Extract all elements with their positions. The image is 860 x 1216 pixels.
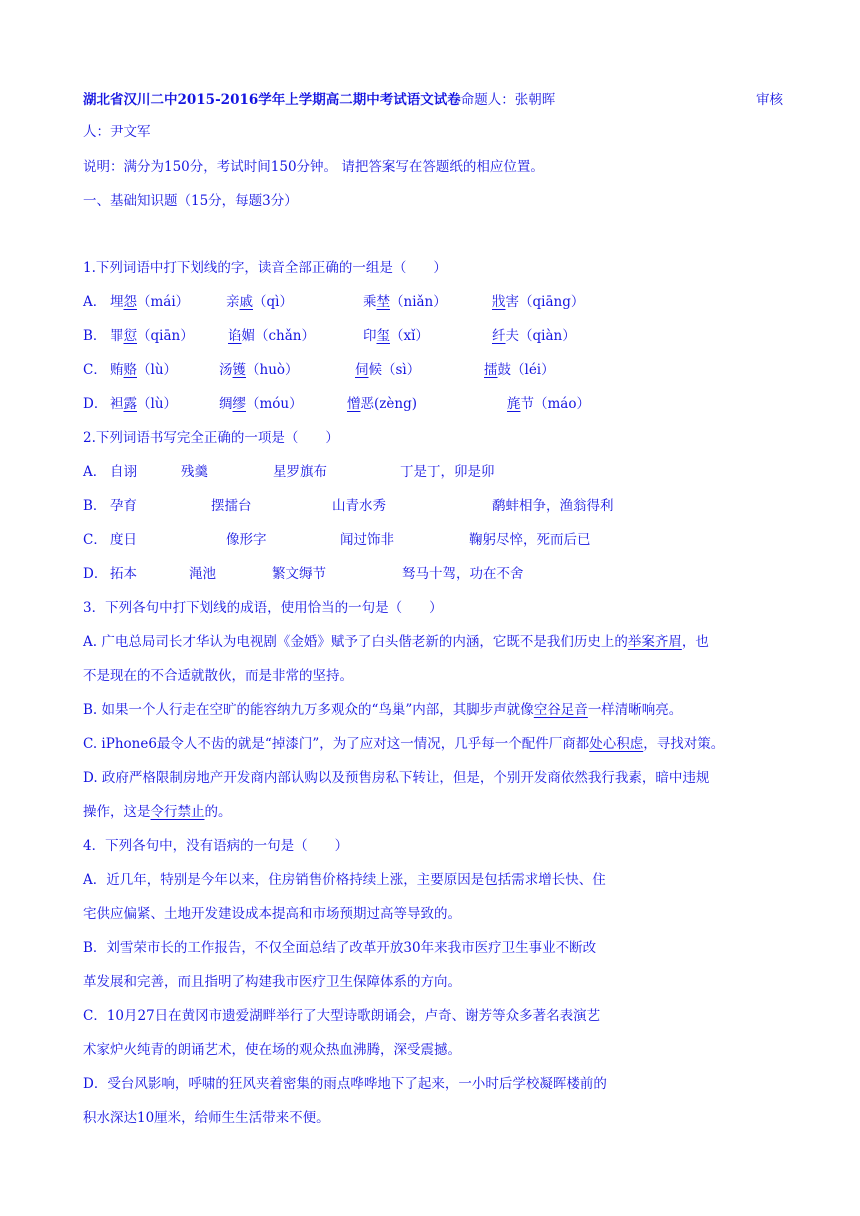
question-4-option-c-line2: 术家炉火纯青的朗诵艺术，使在场的观众热血沸腾，深受震撼。 [83,1042,461,1058]
question-4-option-a-line2: 宅供应偏紧、土地开发建设成本提高和市场预期过高等导致的。 [83,906,461,922]
exam-title: 湖北省汉川二中2015-2016学年上学期高二期中考试语文试卷 [83,92,461,108]
exam-reviewer-label: 审核 [756,92,783,108]
question-3-option-a-line1: A. 广电总局司长才华认为电视剧《金婚》赋予了白头偕老新的内涵，它既不是我们历史上的举案齐眉，也 [83,634,709,650]
question-3-option-a-line2: 不是现在的不合适就散伙，而是非常的坚持。 [83,668,353,684]
question-3-option-d-line1: D. 政府严格限制房地产开发商内部认购以及预售房私下转让，但是，个别开发商依然我行我素，暗中违规 [83,770,710,786]
question-3-option-b: B. 如果一个人行走在空旷的能容纳九万多观众的“鸟巢”内部，其脚步声就像空谷足音一样清晰响亮。 [83,702,683,718]
question-4-stem: 4．下列各句中，没有语病的一句是（ ） [83,838,349,854]
question-3-stem: 3．下列各句中打下划线的成语，使用恰当的一句是（ ） [83,600,443,616]
exam-author: 命题人：张朝晖 [460,92,556,108]
question-3-option-d-line2: 操作，这是令行禁止的。 [83,804,232,820]
exam-header [83,90,555,110]
question-4-option-b-line2: 革发展和完善，而且指明了构建我市医疗卫生保障体系的方向。 [83,974,461,990]
exam-reviewer-name: 人：尹文军 [83,124,151,140]
question-1-stem: 1.下列词语中打下划线的字，读音全部正确的一组是（ ） [83,260,447,276]
question-4-option-a-line1: A．近几年，特别是今年以来，住房销售价格持续上涨，主要原因是包括需求增长快、住 [83,872,606,888]
section-heading: 一、基础知识题（15分，每题3分） [83,193,298,209]
question-4-option-c-line1: C．10月27日在黄冈市遗爱湖畔举行了大型诗歌朗诵会，卢奇、谢芳等众多著名表演艺 [83,1008,601,1024]
question-3-option-c: C. iPhone6最令人不齿的就是“掉漆门”，为了应对这一情况，几乎每一个配件厂商都处心积虑，寻找对策。 [83,736,725,752]
question-2-stem: 2.下列词语书写完全正确的一项是（ ） [83,430,339,446]
exam-instructions: 说明：满分为150分，考试时间150分钟。 请把答案写在答题纸的相应位置。 [83,159,544,175]
question-4-option-d-line1: D．受台风影响，呼啸的狂风夹着密集的雨点哗哗地下了起来，一小时后学校凝晖楼前的 [83,1076,607,1092]
question-4-option-d-line2: 积水深达10厘米，给师生生活带来不便。 [83,1110,330,1126]
question-4-option-b-line1: B．刘雪荣市长的工作报告，不仅全面总结了改革开放30年来我市医疗卫生事业不断改 [83,940,597,956]
